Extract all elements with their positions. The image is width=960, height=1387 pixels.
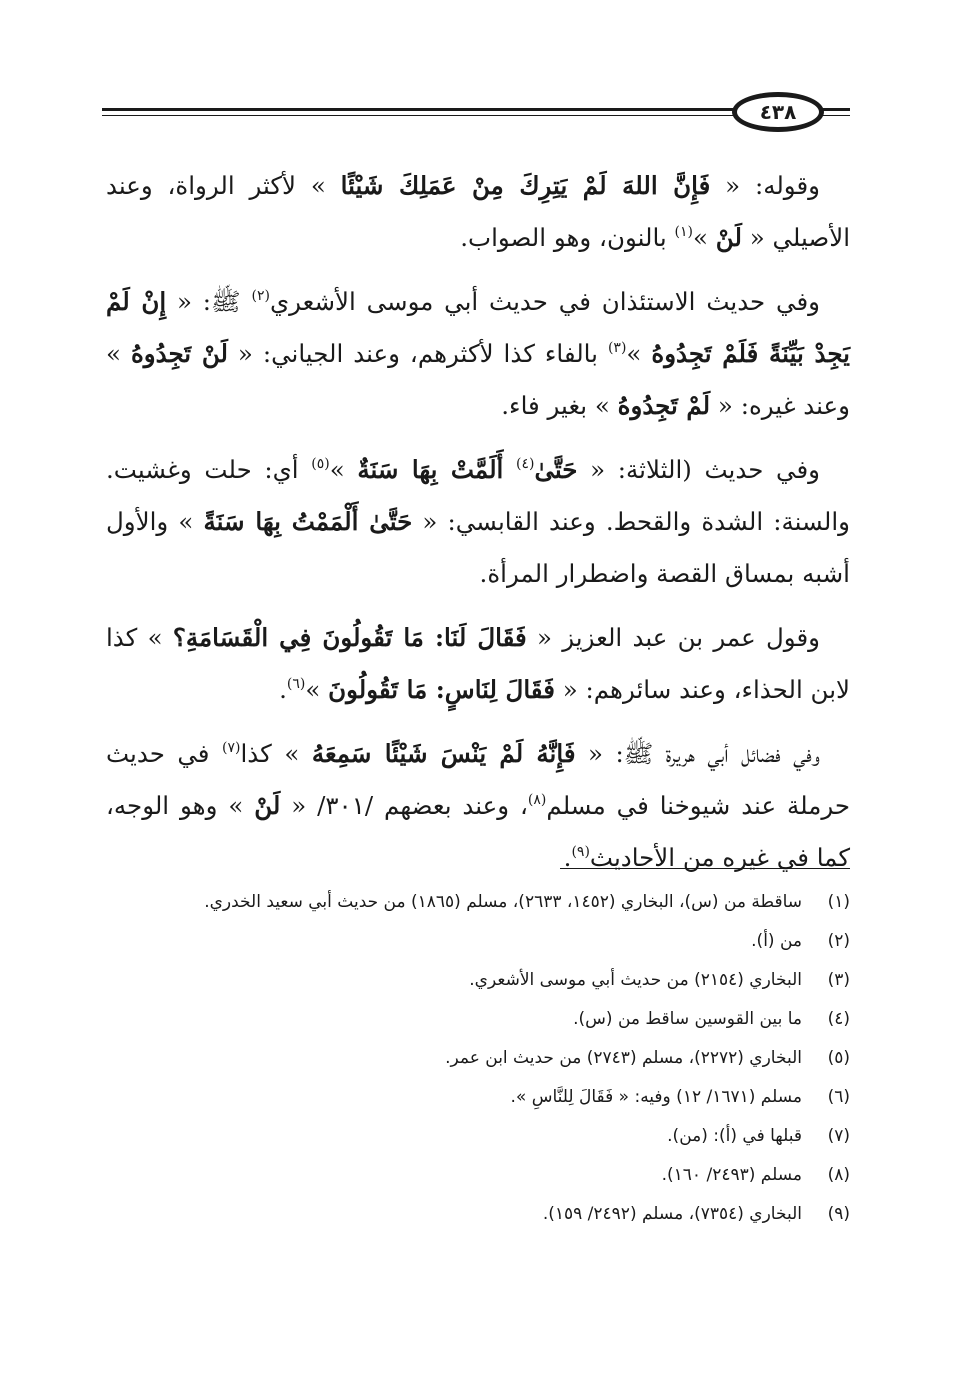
text-run: » — [693, 223, 716, 252]
text-run: وقوله: « — [710, 171, 821, 200]
footnotes — [106, 885, 850, 1236]
text-run — [503, 455, 516, 484]
footnote-text: البخاري (٧٣٥٤)، مسلم (٢٤٩٢/ ١٥٩). — [542, 1204, 802, 1224]
footnote-number: (٩) — [827, 1204, 850, 1224]
footnote-item — [106, 1158, 850, 1192]
hadith-quote: أَلَمَّتْ بِهَا سَنَةٌ — [357, 455, 504, 484]
main-text — [106, 160, 850, 896]
footnote-item — [106, 885, 850, 919]
hadith-quote: فَقَالَ لَنَا: مَا تَقُولُونَ فِي الْقَسَامَةِ؟ — [172, 623, 527, 652]
hadith-quote: فَقَالَ لِنَاسٍ: مَا تَقُولُونَ — [328, 675, 555, 704]
footnote-ref: (١) — [674, 224, 694, 240]
text-run: أي: حلت وغشيت. والسنة: الشدة والقحط. وعند القابسي: « — [106, 455, 850, 536]
text-run: » كذا — [240, 739, 312, 768]
footnote-number: (٨) — [827, 1165, 850, 1185]
body-paragraph — [106, 160, 850, 264]
hadith-quote: لَمْ تَجِدُوهُ — [617, 391, 711, 420]
text-run: وفي فضائل أبي هريرة ﷺ: « — [575, 739, 820, 768]
text-run: » وعند غيره: « — [106, 339, 850, 420]
page-header — [102, 92, 850, 132]
footnote-item — [106, 924, 850, 958]
text-run: . — [279, 675, 287, 704]
page-number: ٤٣٨ — [759, 100, 797, 124]
text-run: بالفاء كذا لأكثرهم، وعند الجياني: « — [227, 339, 608, 368]
hadith-quote: فَإِنَّ اللهَ لَمْ يَتِرِكَ مِنْ عَمَلِكَ شَيْئًا — [340, 171, 711, 200]
footnote-ref: (٤) — [516, 456, 535, 472]
footnote-number: (٥) — [827, 1048, 850, 1068]
footnote-number: (٤) — [827, 1009, 850, 1029]
body-paragraph — [106, 728, 850, 884]
text-run: » وهو الوجه، كما في غيره من الأحاديث — [106, 791, 850, 872]
text-run: » — [626, 339, 652, 368]
page-number-medallion — [732, 92, 824, 132]
text-run: وفي حديث (الثلاثة: « — [577, 455, 820, 484]
footnote-ref: (٥) — [311, 456, 330, 472]
hadith-quote: لَنْ — [254, 791, 281, 820]
footnote-ref: (٣) — [607, 340, 627, 356]
footnote-number: (٣) — [827, 970, 850, 990]
hadith-quote: حَتَّىٰ — [534, 455, 578, 484]
body-paragraph — [106, 276, 850, 432]
hadith-quote: إِنْ لَمْ يَجِدْ بَيِّنَةً فَلَمْ تَجِدُوهُ — [106, 287, 850, 368]
footnote-item — [106, 1080, 850, 1114]
footnote-item — [106, 1197, 850, 1231]
footnote-ref: (٧) — [222, 740, 241, 756]
text-run: » كذا لابن الحذاء، وعند سائرهم: « — [106, 623, 850, 704]
body-paragraph — [106, 612, 850, 716]
text-run: » — [329, 455, 358, 484]
footnote-number: (٦) — [827, 1087, 850, 1107]
footnote-text: مسلم (٢٤٩٣/ ١٦٠). — [661, 1165, 802, 1185]
footnote-item — [106, 963, 850, 997]
footnote-ref: (٢) — [251, 288, 270, 304]
text-run: » لأكثر الرواة، وعند الأصيلي « — [106, 171, 850, 252]
footnote-text: مسلم (١٦٧١/ ١٢) وفيه: « فَقَالَ لِلنَّاسِ ». — [510, 1087, 802, 1107]
footnote-number: (٧) — [827, 1126, 850, 1146]
footnote-text: ساقطة من (س)، البخاري (١٤٥٢، ٢٦٣٣)، مسلم (١٨٦٥) من حديث أبي سعيد الخدري. — [204, 892, 802, 912]
text-run: ، وعند بعضهم /٣٠١/ « — [280, 791, 528, 820]
footnote-number: (٢) — [827, 931, 850, 951]
footnote-text: البخاري (٢٢٧٢)، مسلم (٢٧٤٣) من حديث ابن عمر. — [445, 1048, 802, 1068]
footnote-ref: (٨) — [527, 792, 547, 808]
hadith-quote: لَنْ — [715, 223, 742, 252]
footnote-item — [106, 1002, 850, 1036]
footnote-item — [106, 1041, 850, 1075]
text-run: في حديث حرملة عند شيوخنا في مسلم — [106, 739, 850, 820]
text-run: ﷺ: « — [166, 287, 252, 316]
footnote-ref: (٩) — [571, 844, 590, 860]
body-paragraph — [106, 444, 850, 600]
hadith-quote: لَنْ تَجِدُوهُ — [130, 339, 228, 368]
text-run: » — [305, 675, 329, 704]
footnote-text: ما بين القوسين ساقط من (س). — [573, 1009, 802, 1029]
text-run: » بغير فاء. — [501, 391, 618, 420]
hadith-quote: حَتَّىٰ أَلْمَمْتُ بِهَا سَنَةً — [203, 507, 413, 536]
text-run: . — [563, 843, 572, 872]
text-run: بالنون، وهو الصواب. — [460, 223, 675, 252]
text-run: وقول عمر بن عبد العزيز « — [526, 623, 820, 652]
footnote-ref: (٦) — [286, 676, 306, 692]
footnote-text: من (أ). — [751, 931, 802, 951]
text-run: » والأول أشبه بمساق القصة واضطرار المرأة. — [106, 507, 850, 588]
hadith-quote: فَإِنَّهُ لَمْ يَنْسَ شَيْئًا سَمِعَهُ — [311, 739, 576, 768]
footnote-separator — [560, 868, 850, 869]
footnote-text: البخاري (٢١٥٤) من حديث أبي موسى الأشعري. — [469, 970, 802, 990]
footnote-number: (١) — [827, 892, 850, 912]
footnote-text: قبلها في (أ): (من). — [667, 1126, 802, 1146]
text-run: وفي حديث الاستئذان في حديث أبي موسى الأشعري — [269, 287, 820, 316]
footnote-item — [106, 1119, 850, 1153]
